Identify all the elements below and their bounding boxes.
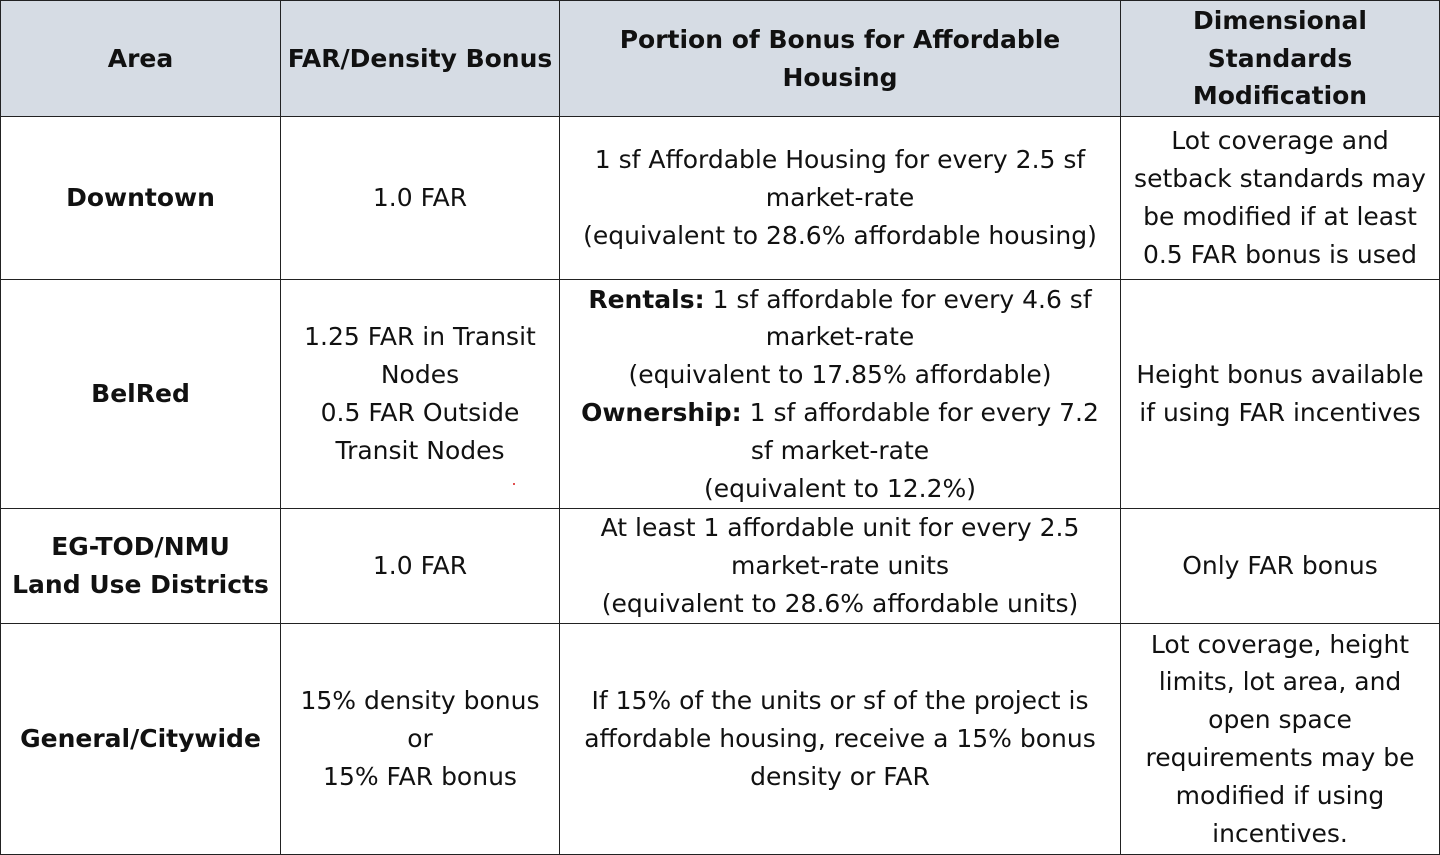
cell-line: 0.5 FAR bonus is used [1142, 239, 1418, 269]
cell-line: Transit Nodes [335, 435, 505, 465]
ownership-text: 1 sf affordable for every 7.2 [741, 398, 1099, 427]
cell-dimensional [1121, 509, 1440, 624]
cell-line: modified if using [1175, 780, 1385, 810]
cell-line: requirements may be [1145, 743, 1415, 772]
cell-line: limits, lot area, and [1158, 667, 1402, 697]
cell-line: (equivalent to 17.85% affordable) [628, 360, 1052, 390]
header-far-density-bonus: FAR/Density Bonus [281, 1, 560, 117]
cell-line: Only FAR bonus [1182, 551, 1378, 581]
cell-line: or [407, 724, 433, 754]
cell-far-bonus [281, 117, 560, 280]
cell-line: General/Citywide [20, 724, 261, 754]
header-dimensional-line: Modification [1192, 81, 1368, 111]
cell-line: 0.5 FAR Outside [320, 398, 520, 427]
cell-line: At least 1 affordable unit for every 2.5 [600, 513, 1080, 543]
header-area: Area [1, 1, 281, 117]
table-row-eg-tod-nmu [1, 509, 1440, 624]
cell-line: If 15% of the units or sf of the project is [591, 686, 1089, 716]
cell-portion [560, 280, 1121, 509]
header-dimensional-line: Dimensional [1193, 5, 1367, 35]
cell-line: Height bonus available [1136, 360, 1424, 390]
cell-line [566, 394, 1114, 432]
cell-dimensional [1121, 624, 1440, 855]
cell-line: 1 sf Affordable Housing for every 2.5 sf [594, 145, 1086, 175]
cell-line: 1.0 FAR [372, 551, 468, 581]
header-dimensional-standards [1121, 1, 1440, 117]
cell-line: EG-TOD/NMU [51, 532, 230, 562]
cell-line: 15% FAR bonus [323, 761, 517, 791]
cell-line: affordable housing, receive a 15% bonus [584, 724, 1096, 754]
cell-dimensional [1121, 280, 1440, 509]
cell-line: market-rate [765, 183, 915, 213]
header-portion-affordable: Portion of Bonus for Affordable Housing [560, 1, 1121, 117]
cell-line: density or FAR [750, 761, 930, 791]
cell-line: setback standards may [1134, 164, 1426, 194]
cell-line: (equivalent to 28.6% affordable housing) [583, 220, 1097, 250]
ownership-label: Ownership: [581, 398, 742, 427]
cell-portion [560, 624, 1121, 855]
header-row [1, 1, 1440, 117]
cell-line: Downtown [66, 183, 215, 213]
cell-line: Land Use Districts [12, 570, 269, 599]
cell-line: 15% density bonus [300, 686, 540, 716]
cell-line: BelRed [91, 379, 190, 409]
header-dimensional-line: Standards [1207, 43, 1353, 73]
cell-far-bonus [281, 280, 560, 509]
table-row-belred [1, 280, 1440, 509]
cell-area [1, 509, 281, 624]
cell-line: (equivalent to 28.6% affordable units) [601, 588, 1079, 618]
cell-line: sf market-rate [750, 435, 930, 465]
rentals-label: Rentals: [588, 284, 705, 314]
cell-line: market-rate units [731, 551, 949, 581]
cell-line: open space [1208, 705, 1352, 735]
cell-line: Nodes [380, 360, 460, 390]
cell-line: if using FAR incentives [1139, 398, 1421, 427]
cell-portion [560, 117, 1121, 280]
cell-area [1, 280, 281, 509]
cell-line: 1.0 FAR [372, 183, 468, 213]
cell-line: 1.25 FAR in Transit [304, 322, 536, 352]
cell-line: market-rate [765, 322, 915, 352]
cell-line: incentives. [1212, 818, 1348, 848]
rentals-text: 1 sf affordable for every 4.6 sf [704, 284, 1092, 314]
cell-dimensional [1121, 117, 1440, 280]
table-row-downtown [1, 117, 1440, 280]
cell-line: Lot coverage, height [1150, 629, 1410, 659]
cell-line: Lot coverage and [1171, 126, 1389, 156]
cell-line [566, 281, 1114, 319]
cell-far-bonus [281, 624, 560, 855]
cell-line: (equivalent to 12.2%) [703, 473, 977, 503]
cell-area [1, 624, 281, 855]
stray-red-dot [513, 483, 515, 485]
cell-line: be modified if at least [1143, 202, 1417, 231]
table-row-general-citywide [1, 624, 1440, 855]
cell-far-bonus [281, 509, 560, 624]
cell-portion [560, 509, 1121, 624]
cell-area [1, 117, 281, 280]
